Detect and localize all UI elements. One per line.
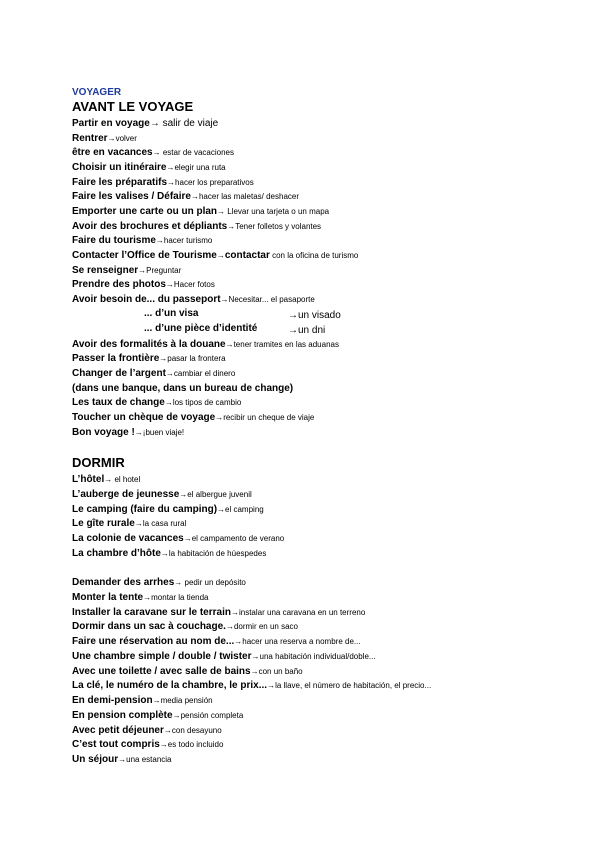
- es-translation: →la casa rural: [134, 519, 187, 528]
- vocab-line: [72, 234, 212, 248]
- vocab-line: [72, 503, 264, 517]
- es-translation: →hacer las maletas/ deshacer: [190, 192, 300, 201]
- vocab-line: [72, 352, 226, 366]
- fr-term: La colonie de vacances: [72, 533, 184, 544]
- fr-term: Contacter l’Office de Tourisme: [72, 250, 217, 261]
- fr-term: Partir en voyage: [72, 118, 150, 129]
- vocab-line: [72, 146, 234, 160]
- vocab-line: [72, 278, 215, 292]
- fr-term: Demander des arrhes: [72, 577, 175, 588]
- fr-term: ... d’un visa: [144, 308, 199, 319]
- vocab-line: [72, 176, 254, 190]
- fr-term: Monter la tente: [72, 592, 144, 603]
- fr-term: Emporter une carte ou un plan: [72, 206, 218, 217]
- fr-term: Avoir des formalités à la douane: [72, 339, 226, 350]
- vocab-line: [72, 382, 293, 396]
- fr-term: Faire les préparatifs: [72, 177, 168, 188]
- fr-term: contactar: [224, 250, 270, 261]
- vocab-line: [72, 679, 431, 693]
- es-translation: →Necesitar... el pasaporte: [220, 295, 315, 304]
- es-translation: →una estancia: [118, 755, 172, 764]
- vocab-line: [72, 190, 299, 204]
- es-translation: →dormir en un saco: [225, 622, 298, 631]
- es-translation: →hacer una reserva a nombre de...: [234, 637, 361, 646]
- es-translation: →: [216, 251, 225, 260]
- es-translation: →Preguntar: [138, 266, 182, 275]
- vocab-line: [72, 532, 284, 546]
- es-translation: →instalar una caravana en un terreno: [230, 608, 366, 617]
- fr-term: ... d’une pièce d’identité: [144, 323, 258, 334]
- vocab-line: [72, 620, 298, 634]
- vocab-line: [72, 249, 358, 263]
- es-translation: → Llevar una tarjeta o un mapa: [217, 207, 330, 216]
- es-translation: →los tipos de cambio: [164, 398, 242, 407]
- vocab-line: [72, 117, 218, 131]
- es-translation: →montar la tienda: [143, 593, 209, 602]
- es-translation: →Hacer fotos: [165, 280, 215, 289]
- fr-term: C’est tout compris: [72, 739, 160, 750]
- vocab-line: [72, 488, 252, 502]
- document-title: VOYAGER: [72, 87, 122, 98]
- vocab-line: [72, 473, 140, 487]
- es-translation: →volver: [107, 134, 137, 143]
- fr-term: Le gîte rurale: [72, 518, 135, 529]
- section-heading-avant: AVANT LE VOYAGE: [72, 99, 194, 114]
- es-translation: →con desayuno: [163, 726, 222, 735]
- fr-term: Installer la caravane sur le terrain: [72, 607, 231, 618]
- fr-term: Faire une réservation au nom de...: [72, 636, 235, 647]
- fr-term: Passer la frontière: [72, 353, 160, 364]
- vocab-line: [72, 132, 137, 146]
- es-translation: →con un baño: [250, 667, 303, 676]
- es-translation: →elegir una ruta: [166, 163, 226, 172]
- es-translation: →Tener folletos y volantes: [227, 222, 322, 231]
- es-translation: con la oficina de turismo: [269, 251, 359, 260]
- fr-term: Dormir dans un sac à couchage.: [72, 621, 226, 632]
- section-heading-dormir: DORMIR: [72, 455, 125, 470]
- fr-term: être en vacances: [72, 147, 153, 158]
- vocab-line: [72, 665, 303, 679]
- fr-term: Une chambre simple / double / twister: [72, 651, 252, 662]
- fr-term: En pension complète: [72, 710, 173, 721]
- es-translation: →un dni: [288, 325, 326, 336]
- es-translation: →pasar la frontera: [159, 354, 226, 363]
- vocab-line: [72, 650, 376, 664]
- es-translation: → salir de viaje: [149, 118, 219, 129]
- vocab-line: [72, 396, 241, 410]
- vocab-line: [72, 205, 329, 219]
- fr-term: Avec une toilette / avec salle de bains: [72, 666, 251, 677]
- es-translation: → estar de vacaciones: [152, 148, 234, 157]
- es-translation: →un visado: [288, 310, 341, 321]
- es-translation: →el albergue juvenil: [179, 490, 252, 499]
- es-translation: →¡buen viaje!: [134, 428, 185, 437]
- vocab-line: [72, 220, 321, 234]
- vocab-line: [72, 547, 266, 561]
- fr-term: (dans une banque, dans un bureau de change): [72, 383, 294, 394]
- fr-term: Changer de l’argent: [72, 368, 166, 379]
- es-translation: →hacer los preparativos: [167, 178, 254, 187]
- vocab-line: [72, 753, 172, 767]
- vocab-line: [72, 694, 213, 708]
- fr-term: La clé, le numéro de la chambre, le prix...: [72, 680, 268, 691]
- fr-term: Rentrer: [72, 133, 108, 144]
- fr-term: Un séjour: [72, 754, 119, 765]
- vocab-line: [72, 411, 314, 425]
- fr-term: L’auberge de jeunesse: [72, 489, 180, 500]
- fr-term: Faire les valises / Défaire: [72, 191, 191, 202]
- es-translation: →pensión completa: [172, 711, 244, 720]
- vocab-line: [72, 517, 186, 531]
- fr-term: Avoir besoin de... du passeport: [72, 294, 221, 305]
- fr-term: Se renseigner: [72, 265, 139, 276]
- es-translation: →la llave, el número de habitación, el precio...: [267, 681, 432, 690]
- es-translation: →la habitación de húespedes: [160, 549, 267, 558]
- fr-term: Choisir un itinéraire: [72, 162, 167, 173]
- fr-term: Avec petit déjeuner: [72, 725, 164, 736]
- vocab-line: [72, 367, 235, 381]
- vocab-line: [72, 426, 184, 440]
- fr-term: Bon voyage !: [72, 427, 135, 438]
- fr-term: Le camping (faire du camping): [72, 504, 218, 515]
- es-translation: →cambiar el dinero: [165, 369, 236, 378]
- vocab-line: [72, 738, 223, 752]
- es-translation: →el camping: [217, 505, 264, 514]
- vocab-line: [72, 635, 361, 649]
- es-translation: →hacer turismo: [155, 236, 213, 245]
- es-translation: →media pensión: [152, 696, 213, 705]
- fr-term: Faire du tourisme: [72, 235, 156, 246]
- vocab-line: [72, 591, 209, 605]
- vocab-line: [72, 293, 315, 307]
- vocab-line: [72, 709, 243, 723]
- fr-term: Prendre des photos: [72, 279, 166, 290]
- fr-term: La chambre d’hôte: [72, 548, 161, 559]
- vocab-line: [72, 724, 222, 738]
- fr-term: Toucher un chèque de voyage: [72, 412, 216, 423]
- es-translation: → pedir un depósito: [174, 578, 246, 587]
- vocab-line: [72, 338, 339, 352]
- vocab-line: [72, 264, 181, 278]
- vocab-line: [72, 606, 365, 620]
- es-translation: →es todo incluido: [159, 740, 224, 749]
- es-translation: →una habitación individual/doble...: [251, 652, 376, 661]
- fr-term: L’hôtel: [72, 474, 105, 485]
- es-translation: → el hotel: [104, 475, 141, 484]
- fr-term: Avoir des brochures et dépliants: [72, 221, 228, 232]
- es-translation: →tener tramites en las aduanas: [225, 340, 339, 349]
- es-translation: →recibir un cheque de viaje: [215, 413, 315, 422]
- vocab-line: [72, 576, 246, 590]
- fr-term: En demi-pension: [72, 695, 153, 706]
- vocab-line: [72, 161, 226, 175]
- es-translation: →el campamento de verano: [183, 534, 285, 543]
- fr-term: Les taux de change: [72, 397, 165, 408]
